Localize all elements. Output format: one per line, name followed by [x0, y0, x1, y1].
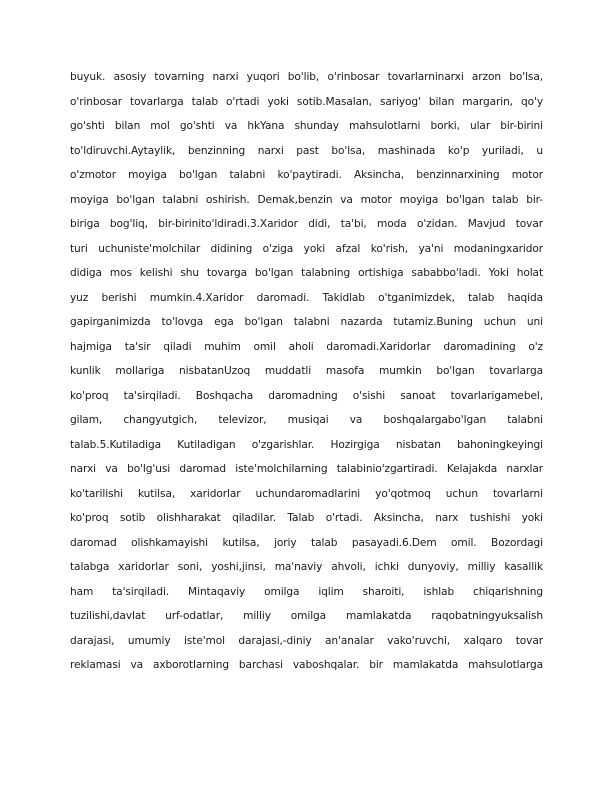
text-line: reklamasi va axborotlarning barchasi vaboshqalar. bir mamlakatda mahsulotlarga [70, 659, 543, 671]
text-line: talab.5.Kutiladiga Kutiladigan o'zgarishlar. Hozirgiga nisbatan bahoningkeyingi [70, 438, 543, 451]
text-line: narxi va bo'lg'usi daromad iste'molchilarning talabinio'zgartiradi. Kelajakda narxlar [70, 463, 543, 475]
text-line: o'rinbosar tovarlarga talab o'rtadi yoki sotib.Masalan, sariyog' bilan margarin, qo'y [70, 95, 543, 108]
text-line: gapirganimizda to'lovga ega bo'lgan talabni nazarda tutamiz.Buning uchun uni [70, 316, 543, 328]
text-line: go'shti bilan mol go'shti va hkYana shunday mahsulotlarni borki, ular bir-birini [70, 120, 543, 132]
text-line: to'ldiruvchi.Aytaylik, benzinning narxi past bo'lsa, mashinada ko'p yuriladi, u [70, 144, 543, 157]
text-line: ko'proq ta'sirqiladi. Boshqacha daromadning o'sishi sanoat tovarlarigamebel, [70, 389, 543, 402]
text-line: ko'proq sotib olishharakat qiladilar. Talab o'rtadi. Aksincha, narx tushishi yoki [70, 512, 543, 524]
text-line: gilam, changyutgich, televizor, musiqai va boshqalargabo'lgan talabni [70, 414, 543, 426]
text-line: hajmiga ta'sir qiladi muhim omil aholi daromadi.Xaridorlar daromadining o'z [70, 340, 543, 353]
text-line: didiga mos kelishi shu tovarga bo'lgan talabning ortishiga sababbo'ladi. Yoki holat [70, 267, 543, 279]
text-line: ko'tarilishi kutilsa, xaridorlar uchundaromadlarini yo'qotmoq uchun tovarlarni [70, 487, 543, 500]
text-line: darajasi, umumiy iste'mol darajasi,-diniy an'analar vako'ruvchi, xalqaro tovar [70, 634, 543, 647]
text-line: buyuk. asosiy tovarning narxi yuqori bo'lib, o'rinbosar tovarlarninarxi arzon bo'lsa, [70, 71, 543, 83]
text-line: moyiga bo'lgan talabni oshirish. Demak,benzin va motor moyiga bo'lgan talab bir- [70, 193, 543, 206]
text-line: talabga xaridorlar soni, yoshi,jinsi, ma'naviy ahvoli, ichki dunyoviy, milliy kasallik [70, 561, 543, 573]
text-line: biriga bog'liq, bir-birinito'ldiradi.3.Xaridor didi, ta'bi, moda o'zidan. Mavjud tovar [70, 218, 543, 230]
document-body [70, 65, 543, 678]
text-line: ham ta'sirqiladi. Mintaqaviy omilga iqlim sharoiti, ishlab chiqarishning [70, 585, 543, 598]
text-line: o'zmotor moyiga bo'lgan talabni ko'paytiradi. Aksincha, benzinnarxining motor [70, 169, 543, 181]
text-line: tuzilishi,davlat urf-odatlar, milliy omilga mamlakatda raqobatningyuksalish [70, 610, 543, 622]
text-line: kunlik mollariga nisbatanUzoq muddatli masofa mumkin bo'lgan tovarlarga [70, 365, 543, 377]
text-line: daromad olishkamayishi kutilsa, joriy talab pasayadi.6.Dem omil. Bozordagi [70, 536, 543, 549]
text-line: yuz berishi mumkin.4.Xaridor daromadi. Takidlab o'tganimizdek, talab haqida [70, 291, 543, 304]
text-line: turi uchuniste'molchilar didining o'ziga yoki afzal ko'rish, ya'ni modaningxaridor [70, 242, 543, 255]
